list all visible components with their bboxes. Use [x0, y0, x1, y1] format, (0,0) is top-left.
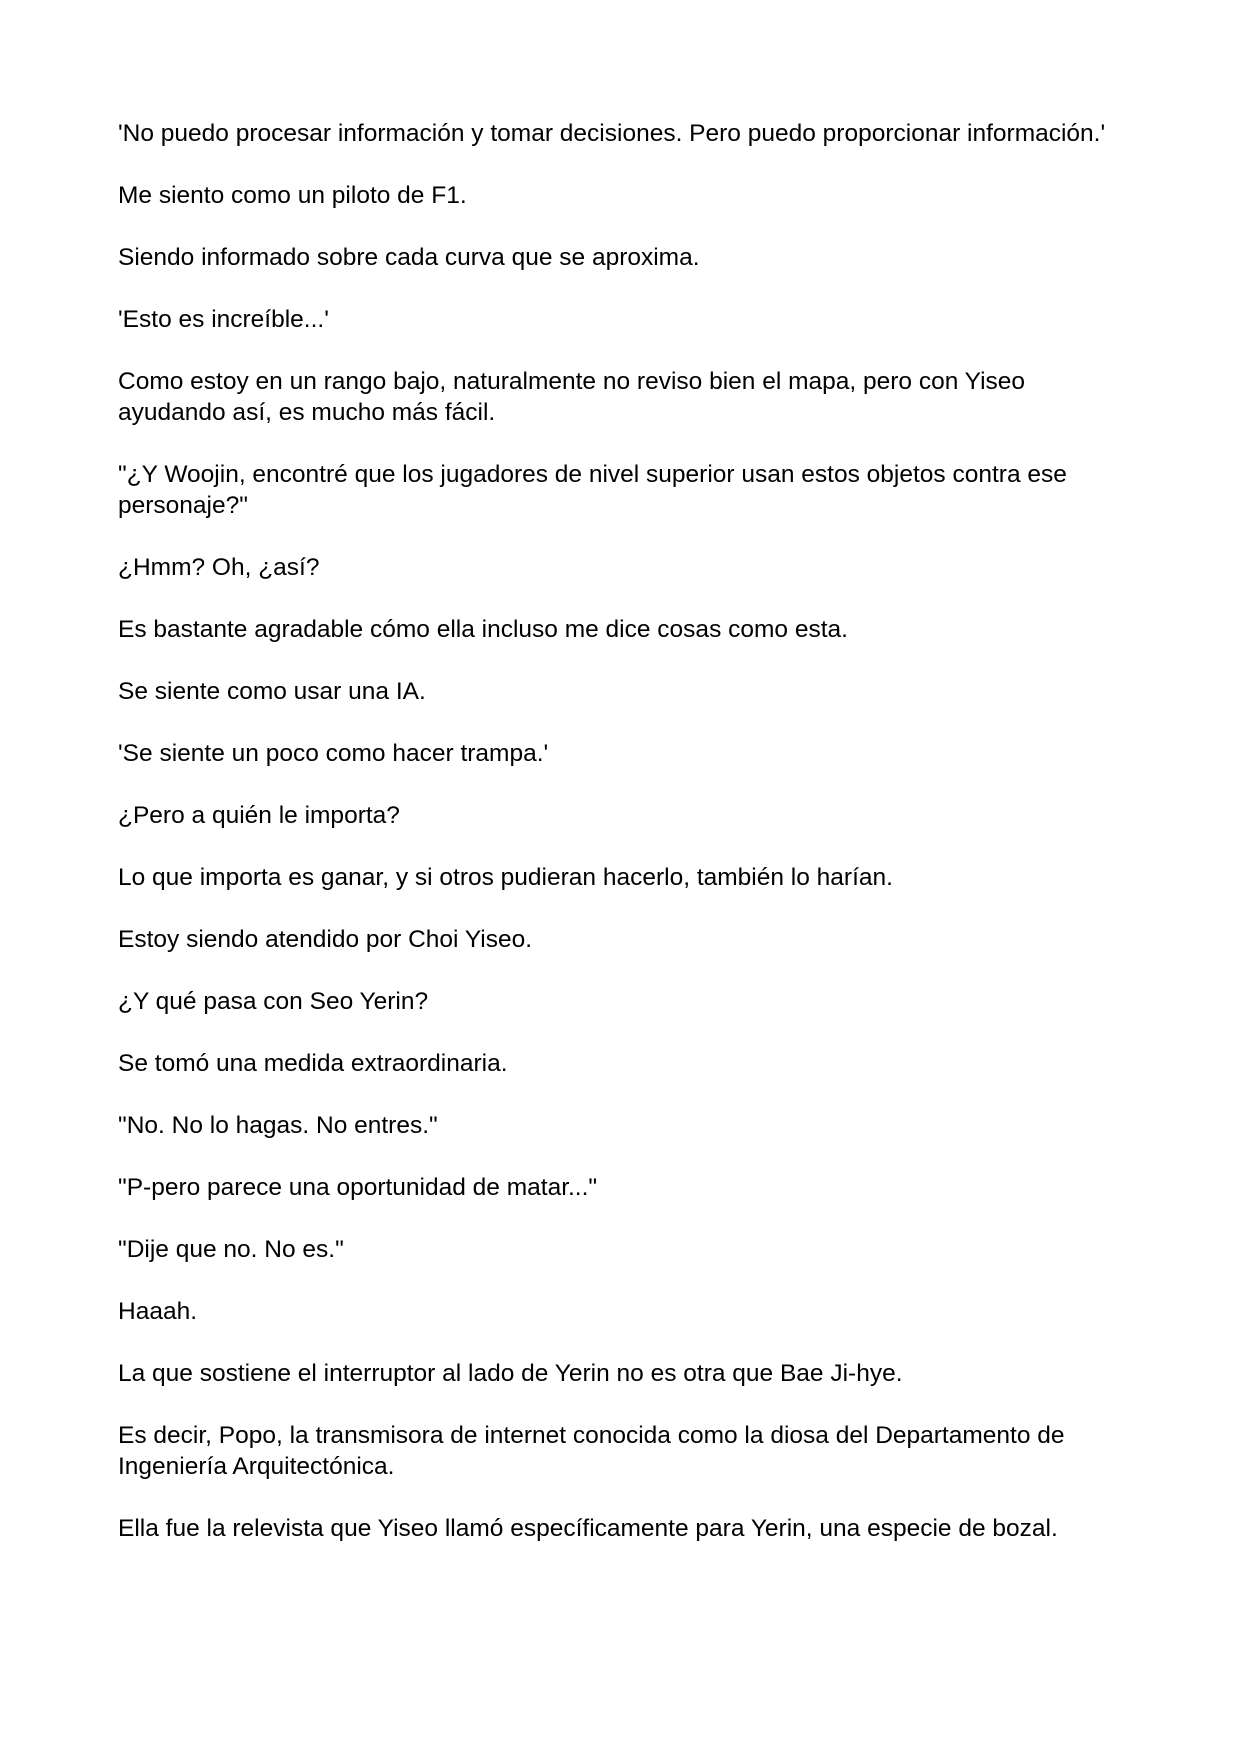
paragraph: Como estoy en un rango bajo, naturalmente no reviso bien el mapa, pero con Yiseo ayudando así, es mucho más fácil.	[118, 368, 1026, 426]
paragraph: "No. No lo hagas. No entres."	[118, 1112, 438, 1139]
paragraph: 'Esto es increíble...'	[118, 306, 329, 333]
paragraph: Se siente como usar una IA.	[118, 678, 426, 705]
paragraph: 'Se siente un poco como hacer trampa.'	[118, 740, 549, 767]
paragraph: "¿Y Woojin, encontré que los jugadores de nivel superior usan estos objetos contra ese personaje?"	[118, 461, 1067, 519]
paragraph: Me siento como un piloto de F1.	[118, 182, 467, 209]
paragraph: "Dije que no. No es."	[118, 1236, 344, 1263]
paragraph: "P-pero parece una oportunidad de matar..."	[118, 1174, 598, 1201]
paragraph: Se tomó una medida extraordinaria.	[118, 1050, 508, 1077]
paragraph: Siendo informado sobre cada curva que se aproxima.	[118, 244, 700, 271]
paragraph: Es bastante agradable cómo ella incluso me dice cosas como esta.	[118, 616, 848, 643]
paragraph: Es decir, Popo, la transmisora de internet conocida como la diosa del Departamento de Ingeniería Arquitectónica.	[118, 1422, 1065, 1480]
paragraph: ¿Y qué pasa con Seo Yerin?	[118, 988, 429, 1015]
paragraph: Haaah.	[118, 1298, 198, 1325]
paragraph: Ella fue la relevista que Yiseo llamó específicamente para Yerin, una especie de bozal.	[118, 1515, 1058, 1542]
paragraph: La que sostiene el interruptor al lado de Yerin no es otra que Bae Ji-hye.	[118, 1360, 903, 1387]
paragraph: ¿Hmm? Oh, ¿así?	[118, 554, 320, 581]
paragraph: ¿Pero a quién le importa?	[118, 802, 400, 829]
document-body	[118, 118, 1138, 1575]
paragraph: Estoy siendo atendido por Choi Yiseo.	[118, 926, 533, 953]
paragraph: Lo que importa es ganar, y si otros pudieran hacerlo, también lo harían.	[118, 864, 893, 891]
paragraph: 'No puedo procesar información y tomar decisiones. Pero puedo proporcionar información.'	[118, 120, 1106, 147]
